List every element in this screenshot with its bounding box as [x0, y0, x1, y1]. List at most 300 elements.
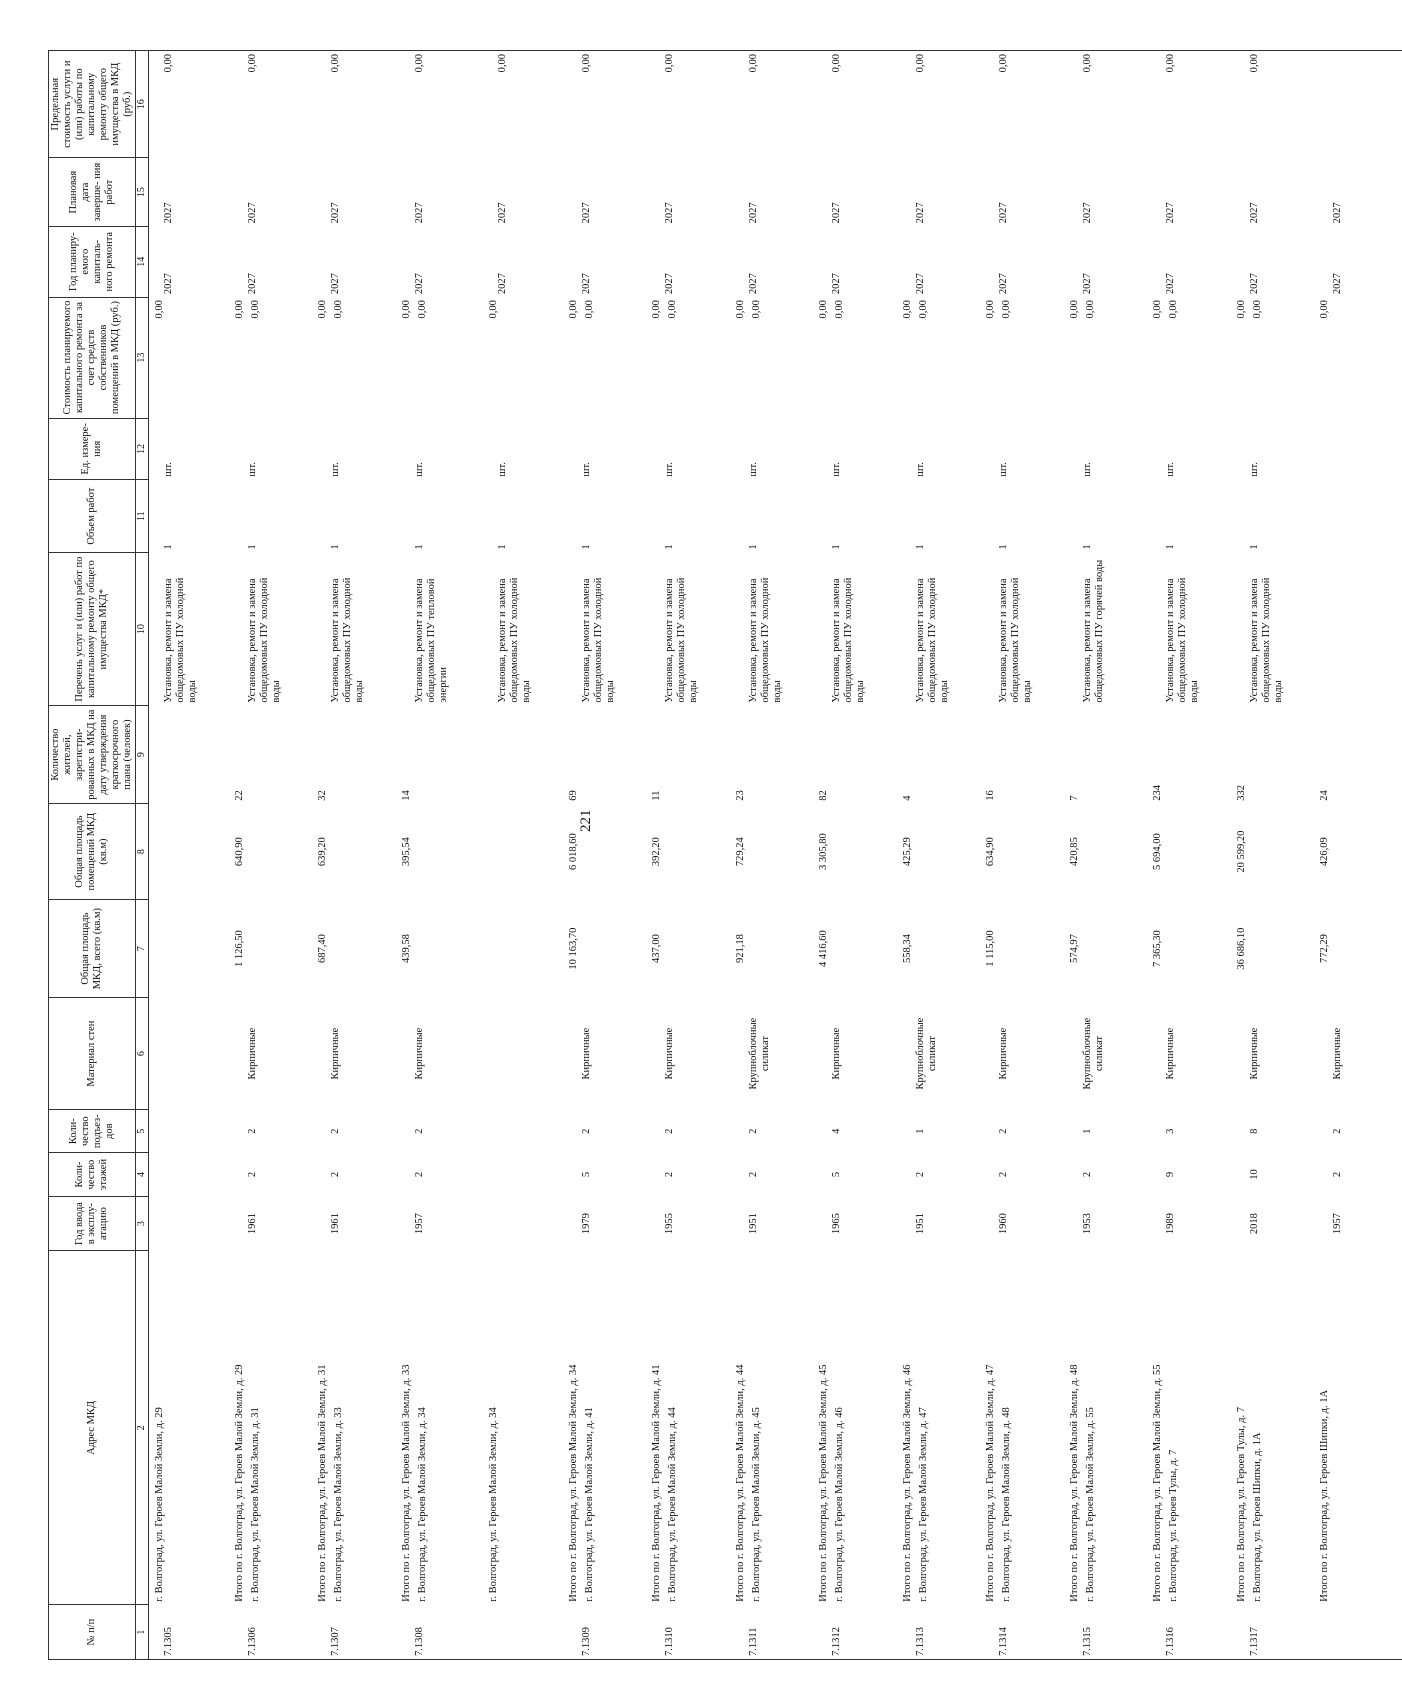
table-cell	[734, 1251, 818, 1605]
table-cell	[1318, 1153, 1402, 1196]
table-cell	[817, 1605, 901, 1660]
entrances: 2	[246, 1128, 258, 1134]
total-label: Итого по г. Волгоград, ул. Героев Малой Земли, д. 47	[985, 1364, 996, 1602]
unit: шт.	[664, 462, 675, 477]
walls: Кирпичные	[580, 1027, 592, 1080]
table-row	[1151, 51, 1235, 1660]
table-cell	[483, 297, 567, 418]
table-cell	[1318, 1196, 1402, 1251]
plan-year: 2027	[580, 273, 592, 295]
table-cell	[1068, 900, 1152, 998]
table-cell	[567, 998, 651, 1110]
table-cell	[567, 1153, 651, 1196]
floors: 2	[914, 1171, 926, 1178]
table-cell	[1318, 1110, 1402, 1153]
work-description: Установка, ремонт и замена общедомовых ПУ холодной воды	[330, 577, 365, 703]
address: г. Волгоград, ул. Героев Малой Земли, д. 31	[249, 1407, 261, 1602]
walls: Кирпичные	[413, 1027, 425, 1080]
table-cell	[1318, 297, 1402, 418]
table-cell	[1151, 706, 1235, 804]
table-cell	[650, 1153, 734, 1196]
total-cost: 0,00	[1235, 300, 1247, 319]
floors: 10	[1248, 1169, 1260, 1180]
repair-plan-table	[48, 50, 1402, 1660]
table-cell	[1235, 1110, 1319, 1153]
table-cell	[650, 480, 734, 553]
column-header: Ед. измере- ния	[49, 418, 136, 480]
limit-cost: 0,00	[330, 54, 341, 73]
table-cell	[1151, 158, 1235, 226]
column-number: 5	[136, 1110, 149, 1153]
total-premises: 426,09	[1319, 837, 1330, 867]
column-header: Общая площадь МКД, всего (кв.м)	[49, 900, 136, 998]
volume: 1	[998, 544, 1009, 550]
total-premises: 6 018,60	[567, 833, 579, 870]
table-cell	[1318, 480, 1402, 553]
column-header: Материал стен	[49, 998, 136, 1110]
year: 1951	[747, 1213, 759, 1235]
table-cell	[400, 553, 484, 706]
table-cell	[567, 1251, 651, 1605]
table-cell	[1151, 480, 1235, 553]
table-cell	[400, 158, 484, 226]
address: г. Волгоград, ул. Героев Малой Земли, д. 46	[834, 1407, 845, 1602]
table-cell	[483, 804, 567, 900]
floors: 2	[330, 1171, 341, 1178]
table-cell	[901, 900, 985, 998]
column-header: № п/п	[49, 1605, 136, 1660]
cost: 0,00	[583, 300, 595, 319]
table-cell	[316, 1196, 400, 1251]
table-cell	[1151, 998, 1235, 1110]
total-cost: 0,00	[1152, 300, 1163, 319]
table-cell	[1235, 1605, 1319, 1660]
volume: 1	[1081, 544, 1093, 550]
table-cell	[1151, 804, 1235, 900]
walls: Крупноблочные силикат	[1081, 1017, 1105, 1090]
table-cell	[650, 706, 734, 804]
table-cell	[650, 51, 734, 158]
address: г. Волгоград, ул. Героев Шипки, д. 1А	[1251, 1432, 1263, 1602]
table-cell	[1235, 998, 1319, 1110]
table-cell	[1318, 1251, 1402, 1605]
limit-cost: 0,00	[831, 54, 842, 73]
table-cell	[233, 553, 317, 706]
total-area: 1 126,50	[233, 930, 245, 967]
table-cell	[901, 226, 985, 297]
total-cost: 0,00	[1319, 300, 1330, 319]
limit-cost: 0,00	[998, 54, 1009, 73]
end-year: 2027	[1081, 202, 1093, 224]
work-description: Установка, ремонт и замена общедомовых ПУ тепловой энергии	[413, 578, 449, 703]
table-cell	[1235, 1251, 1319, 1605]
table-cell	[483, 158, 567, 226]
table-cell	[400, 418, 484, 480]
total-premises: 729,24	[734, 837, 746, 867]
end-year: 2027	[1165, 202, 1176, 224]
year: 2018	[1248, 1213, 1260, 1235]
table-cell	[400, 998, 484, 1110]
plan-year: 2027	[664, 273, 675, 295]
address: г. Волгоград, ул. Героев Малой Земли, д. 29	[154, 1407, 165, 1602]
table-cell	[400, 1110, 484, 1153]
total-cost: 0,00	[233, 300, 245, 319]
table-cell	[233, 998, 317, 1110]
table-cell	[149, 1605, 233, 1660]
row-number: 7.1317	[1248, 1627, 1260, 1656]
floors: 2	[246, 1171, 258, 1178]
total-area: 7 365,30	[1152, 930, 1163, 967]
plan-year: 2027	[1248, 273, 1260, 295]
end-year: 2027	[1332, 202, 1343, 224]
table-cell	[1068, 226, 1152, 297]
floors: 5	[831, 1171, 842, 1178]
table-cell	[316, 1605, 400, 1660]
table-cell	[901, 998, 985, 1110]
row-number: 7.1316	[1165, 1627, 1176, 1656]
table-cell	[817, 158, 901, 226]
total-cost: 0,00	[1068, 300, 1080, 319]
table-cell	[149, 553, 233, 706]
limit-cost: 0,00	[246, 54, 258, 73]
table-cell	[483, 1110, 567, 1153]
limit-cost: 0,00	[914, 54, 926, 73]
table-cell	[400, 706, 484, 804]
total-premises: 5 694,00	[1152, 833, 1163, 870]
total-premises: 392,20	[651, 837, 662, 867]
table-cell	[1235, 900, 1319, 998]
table-cell	[984, 998, 1068, 1110]
column-header: Год планиру- емого капиталь- ного ремонта	[49, 226, 136, 297]
table-cell	[734, 553, 818, 706]
table-cell	[901, 1110, 985, 1153]
floors: 2	[998, 1171, 1009, 1178]
table-cell	[233, 1153, 317, 1196]
table-cell	[233, 706, 317, 804]
total-label: Итого по г. Волгоград, ул. Героев Малой Земли, д. 34	[567, 1364, 579, 1602]
table-cell	[817, 1251, 901, 1605]
table-cell	[316, 226, 400, 297]
column-number: 16	[136, 51, 149, 158]
cost: 0,00	[750, 300, 762, 319]
table-cell	[984, 900, 1068, 998]
work-description: Установка, ремонт и замена общедомовых ПУ холодной воды	[246, 577, 282, 703]
table-cell	[1235, 158, 1319, 226]
table-cell	[149, 1251, 233, 1605]
table-cell	[1318, 226, 1402, 297]
unit: шт.	[163, 462, 174, 477]
table-cell	[233, 297, 317, 418]
address: г. Волгоград, ул. Героев Малой Земли, д. 55	[1084, 1407, 1096, 1602]
table-cell	[1068, 1605, 1152, 1660]
table-cell	[734, 418, 818, 480]
total-residents: 24	[1319, 790, 1330, 801]
end-year: 2027	[914, 202, 926, 224]
table-cell	[567, 1110, 651, 1153]
table-cell	[1235, 804, 1319, 900]
entrances: 2	[330, 1128, 341, 1134]
row-number: 7.1308	[413, 1627, 425, 1656]
table-cell	[1151, 1605, 1235, 1660]
total-cost: 0,00	[651, 300, 662, 319]
table-cell	[149, 480, 233, 553]
table-cell	[734, 900, 818, 998]
column-header: Стоимость планируемого капитального ремонта за счет средств собственников помещений в МКД (руб.)	[49, 297, 136, 418]
table-cell	[817, 900, 901, 998]
table-cell	[1151, 900, 1235, 998]
cost: 0,00	[249, 300, 261, 319]
total-cost: 0,00	[567, 300, 579, 319]
table-cell	[1151, 1153, 1235, 1196]
table-cell	[650, 1196, 734, 1251]
unit: шт.	[497, 462, 508, 477]
total-area: 558,34	[901, 934, 913, 964]
total-area: 4 416,60	[818, 930, 829, 967]
total-label: Итого по г. Волгоград, ул. Героев Малой Земли, д. 44	[734, 1364, 746, 1602]
total-cost: 0,00	[734, 300, 746, 319]
limit-cost: 0,00	[163, 54, 174, 73]
table-cell	[901, 480, 985, 553]
table-cell	[650, 1251, 734, 1605]
table-cell	[1235, 226, 1319, 297]
total-premises: 3 305,80	[818, 833, 829, 870]
year: 1965	[831, 1213, 842, 1235]
unit: шт.	[580, 462, 592, 477]
volume: 1	[914, 544, 926, 550]
end-year: 2027	[330, 202, 341, 224]
total-area: 574,97	[1068, 934, 1080, 964]
table-cell	[984, 1153, 1068, 1196]
column-number: 8	[136, 804, 149, 900]
table-cell	[483, 51, 567, 158]
table-cell	[233, 158, 317, 226]
work-description: Установка, ремонт и замена общедомовых ПУ холодной воды	[1165, 577, 1200, 703]
table-cell	[1151, 418, 1235, 480]
total-area: 687,40	[317, 934, 328, 964]
total-premises: 395,54	[400, 837, 412, 867]
total-cost: 0,00	[818, 300, 829, 319]
table-row	[650, 51, 734, 1660]
floors: 9	[1165, 1171, 1176, 1178]
entrances: 3	[1165, 1128, 1176, 1134]
table-cell	[149, 1153, 233, 1196]
table-cell	[984, 1605, 1068, 1660]
table-cell	[483, 226, 567, 297]
walls: Крупноблочные силикат	[914, 1017, 938, 1090]
table-cell	[400, 297, 484, 418]
table-cell	[901, 1605, 985, 1660]
address: г. Волгоград, ул. Героев Малой Земли, д. 44	[667, 1407, 678, 1602]
table-cell	[483, 998, 567, 1110]
total-premises: 20 599,20	[1235, 830, 1247, 873]
table-cell	[984, 226, 1068, 297]
table-cell	[1235, 706, 1319, 804]
walls: Крупноблочные силикат	[747, 1017, 771, 1090]
table-cell	[1068, 297, 1152, 418]
table-cell	[483, 900, 567, 998]
table-cell	[316, 158, 400, 226]
table-cell	[734, 1153, 818, 1196]
table-cell	[149, 297, 233, 418]
table-cell	[817, 706, 901, 804]
table-cell	[984, 158, 1068, 226]
table-cell	[817, 1196, 901, 1251]
column-number: 7	[136, 900, 149, 998]
floors: 2	[413, 1171, 425, 1178]
column-header: Коли- чество этажей	[49, 1153, 136, 1196]
cost: 0,00	[1084, 300, 1096, 319]
table-cell	[1318, 900, 1402, 998]
cost: 0,00	[1001, 300, 1012, 319]
table-cell	[984, 706, 1068, 804]
table-cell	[316, 51, 400, 158]
unit: шт.	[330, 462, 341, 477]
table-cell	[1235, 480, 1319, 553]
cost: 0,00	[416, 300, 428, 319]
column-header: Плановая дата заверше- ния работ	[49, 158, 136, 226]
table-cell	[1151, 226, 1235, 297]
table-cell	[316, 1153, 400, 1196]
work-description: Установка, ремонт и замена общедомовых ПУ холодной воды	[664, 577, 699, 703]
total-label: Итого по г. Волгоград, ул. Героев Тулы, д. 7	[1235, 1407, 1247, 1602]
table-cell	[149, 1110, 233, 1153]
table-cell	[1235, 297, 1319, 418]
volume: 1	[413, 544, 425, 550]
total-residents: 332	[1235, 784, 1247, 801]
end-year: 2027	[497, 202, 508, 224]
unit: шт.	[747, 462, 759, 477]
end-year: 2027	[664, 202, 675, 224]
limit-cost: 0,00	[747, 54, 759, 73]
table-row	[483, 51, 567, 1660]
total-label: Итого по г. Волгоград, ул. Героев Малой Земли, д. 45	[818, 1364, 829, 1602]
table-cell	[1318, 804, 1402, 900]
work-description: Установка, ремонт и замена общедомовых ПУ холодной воды	[163, 577, 198, 703]
table-cell	[984, 51, 1068, 158]
table-cell	[1318, 51, 1402, 158]
total-label: Итого по г. Волгоград, ул. Героев Малой Земли, д. 48	[1068, 1364, 1080, 1602]
limit-cost: 0,00	[1081, 54, 1093, 73]
plan-year: 2027	[831, 273, 842, 295]
column-header: Объем работ	[49, 480, 136, 553]
total-label: Итого по г. Волгоград, ул. Героев Малой Земли, д. 55	[1152, 1364, 1163, 1602]
table-cell	[817, 804, 901, 900]
table-row	[901, 51, 985, 1660]
table-cell	[734, 297, 818, 418]
table-cell	[650, 1110, 734, 1153]
table-cell	[817, 998, 901, 1110]
end-year: 2027	[747, 202, 759, 224]
table-cell	[1068, 1153, 1152, 1196]
total-area: 1 115,00	[985, 930, 996, 967]
table-cell	[901, 1153, 985, 1196]
table-cell	[734, 480, 818, 553]
table-cell	[567, 158, 651, 226]
total-area: 10 163,70	[567, 927, 579, 970]
column-number: 15	[136, 158, 149, 226]
table-cell	[316, 418, 400, 480]
unit: шт.	[246, 462, 258, 477]
table-cell	[316, 553, 400, 706]
table-cell	[483, 1153, 567, 1196]
unit: шт.	[914, 462, 926, 477]
entrances: 4	[831, 1128, 842, 1134]
table-cell	[1151, 1110, 1235, 1153]
table-cell	[233, 51, 317, 158]
table-cell	[1151, 1251, 1235, 1605]
plan-year: 2027	[914, 273, 926, 295]
table-cell	[650, 900, 734, 998]
total-label: Итого по г. Волгоград, ул. Героев Малой Земли, д. 41	[651, 1364, 662, 1602]
table-cell	[567, 51, 651, 158]
end-year: 2027	[1248, 202, 1260, 224]
table-cell	[483, 418, 567, 480]
table-cell	[400, 1605, 484, 1660]
address: г. Волгоград, ул. Героев Малой Земли, д. 34	[416, 1407, 428, 1602]
total-residents: 14	[400, 790, 412, 801]
table-row	[817, 51, 901, 1660]
limit-cost: 0,00	[580, 54, 592, 73]
table-cell	[567, 900, 651, 998]
table-cell	[901, 297, 985, 418]
table-cell	[1068, 706, 1152, 804]
table-cell	[149, 418, 233, 480]
table-cell	[1151, 51, 1235, 158]
floors: 5	[580, 1171, 592, 1178]
table-cell	[316, 998, 400, 1110]
table-cell	[1151, 553, 1235, 706]
table-cell	[483, 480, 567, 553]
total-area: 437,00	[651, 934, 662, 964]
cost: 0,00	[333, 300, 344, 319]
floors: 2	[1081, 1171, 1093, 1178]
table-cell	[567, 706, 651, 804]
table-cell	[1235, 553, 1319, 706]
column-number: 4	[136, 1153, 149, 1196]
table-cell	[1235, 51, 1319, 158]
table-cell	[233, 804, 317, 900]
total-area: 439,58	[400, 934, 412, 964]
limit-cost: 0,00	[664, 54, 675, 73]
work-description: Установка, ремонт и замена общедомовых ПУ горячей воды	[1081, 559, 1105, 703]
table-cell	[1068, 1110, 1152, 1153]
column-header: Предельная стоимость услуги и (или) работы по капитальному ремонту общего имущества в МКД (руб.)	[49, 51, 136, 158]
cost: 0,00	[834, 300, 845, 319]
table-cell	[149, 998, 233, 1110]
row-number: 7.1312	[831, 1627, 842, 1656]
entrances: 2	[998, 1128, 1009, 1134]
work-description: Установка, ремонт и замена общедомовых ПУ холодной воды	[998, 577, 1033, 703]
plan-year: 2027	[163, 273, 174, 295]
table-cell	[400, 51, 484, 158]
entrances: 1	[1081, 1128, 1093, 1134]
unit: шт.	[1081, 462, 1093, 477]
table-row	[1318, 51, 1402, 1660]
volume: 1	[747, 544, 759, 550]
table-cell	[650, 418, 734, 480]
table-cell	[734, 1196, 818, 1251]
table-cell	[233, 1605, 317, 1660]
volume: 1	[1165, 544, 1176, 550]
table-cell	[149, 51, 233, 158]
total-residents: 69	[567, 790, 579, 801]
end-year: 2027	[246, 202, 258, 224]
table-cell	[149, 900, 233, 998]
total-label: Итого по г. Волгоград, ул. Героев Малой Земли, д. 29	[233, 1364, 245, 1602]
floors: 2	[1332, 1171, 1343, 1178]
table-cell	[316, 480, 400, 553]
end-year: 2027	[580, 202, 592, 224]
